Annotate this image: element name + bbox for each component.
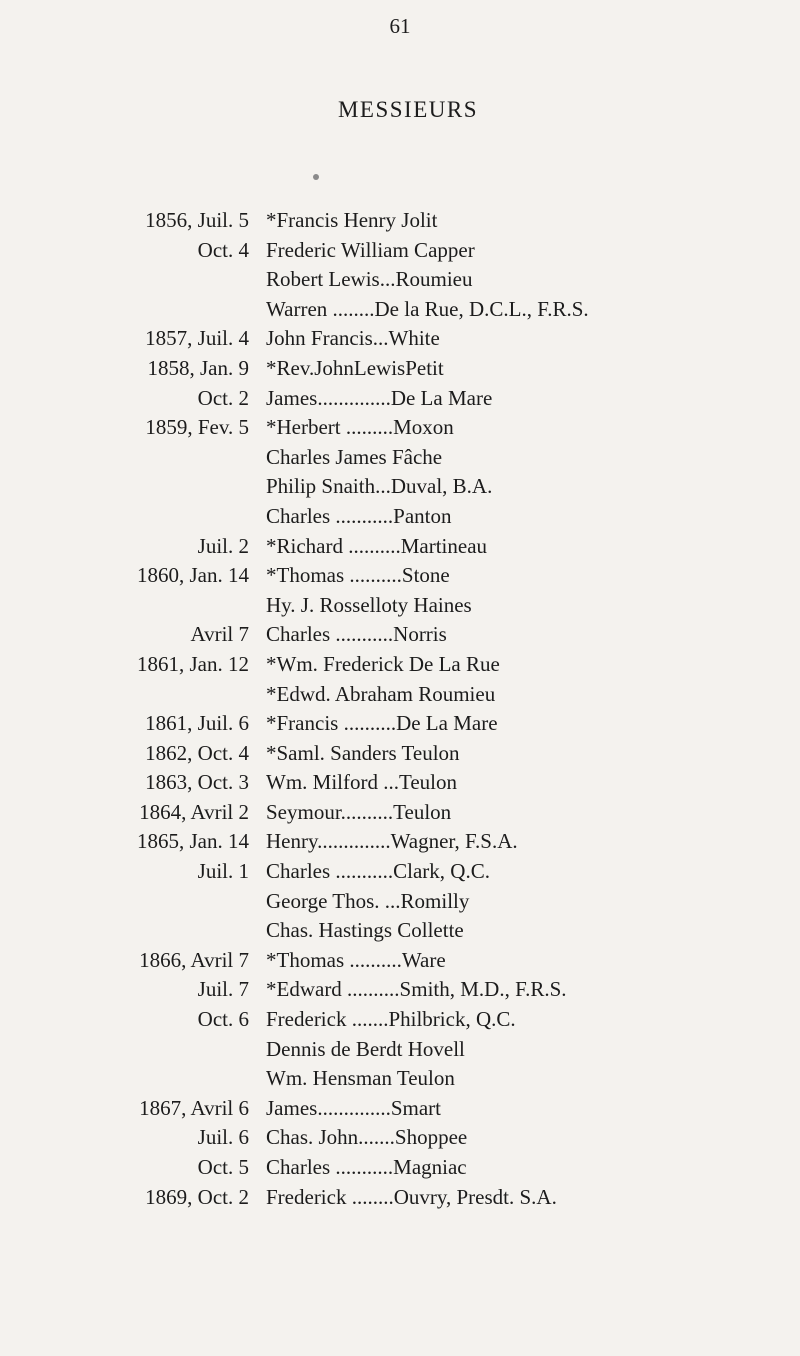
entry-date: 1856, Juil. 5 [145, 208, 249, 232]
entry-date: 1861, Jan. 12 [137, 651, 249, 676]
entry-date: 1869, Oct. 2 [145, 1184, 249, 1209]
entry-name: Wm. Hensman Teulon [266, 1066, 455, 1091]
list-item [0, 1064, 800, 1094]
list-item [0, 798, 800, 828]
entry-name: Chas. Hastings Collette [266, 918, 464, 943]
list-item [0, 1183, 800, 1213]
entry-date: 1860, Jan. 14 [137, 563, 249, 588]
list-item [0, 236, 800, 266]
entry-name: Frederick ........Ouvry, Presdt. S.A. [266, 1184, 557, 1209]
entry-date: 1863, Oct. 3 [145, 770, 249, 795]
entry-name: *Francis Henry Jolit [266, 208, 438, 232]
list-item [0, 354, 800, 384]
list-item [0, 443, 800, 473]
entry-date: Oct. 4 [197, 237, 249, 262]
list-item [0, 413, 800, 443]
entry-name: Charles ...........Clark, Q.C. [266, 859, 490, 884]
entry-name: Charles ...........Norris [266, 622, 447, 647]
entry-name: Frederic William Capper [266, 237, 475, 262]
list-item [0, 975, 800, 1005]
entry-name: Seymour..........Teulon [266, 799, 452, 824]
list-item [0, 916, 800, 946]
entry-date: 1858, Jan. 9 [147, 355, 249, 380]
list-item [0, 472, 800, 502]
entry-name: Charles James Fâche [266, 444, 443, 469]
entry-name: Dennis de Berdt Hovell [266, 1036, 465, 1061]
list-item [0, 561, 800, 591]
entry-name: George Thos. ...Romilly [266, 888, 470, 913]
list-item [0, 620, 800, 650]
list-item [0, 827, 800, 857]
list-item [0, 946, 800, 976]
list-item [0, 709, 800, 739]
entry-name: Frederick .......Philbrick, Q.C. [266, 1007, 516, 1032]
entry-date: 1857, Juil. 4 [145, 326, 249, 351]
page-heading: MESSIEURS [337, 97, 479, 122]
entry-name: *Herbert .........Moxon [266, 415, 454, 440]
entry-date: Avril 7 [190, 622, 249, 647]
list-item [0, 265, 800, 295]
entry-date: Juil. 6 [197, 1125, 249, 1150]
entry-name: James..............Smart [266, 1095, 441, 1120]
entry-date: 1866, Avril 7 [139, 947, 249, 972]
page-number: 61 [389, 14, 411, 38]
list-item [0, 384, 800, 414]
entry-name: *Thomas ..........Stone [266, 563, 450, 588]
entry-name: John Francis...White [266, 326, 440, 351]
entry-name: Charles ...........Panton [266, 503, 452, 528]
list-item [0, 768, 800, 798]
entry-name: *Richard ..........Martineau [266, 533, 488, 558]
list-item [0, 324, 800, 354]
entry-name: Warren ........De la Rue, D.C.L., F.R.S. [266, 296, 589, 321]
entry-date: Oct. 2 [197, 385, 249, 410]
entry-name: James..............De La Mare [266, 385, 493, 410]
printer-mark [313, 174, 319, 180]
list-item [0, 591, 800, 621]
entry-date: Juil. 1 [197, 859, 249, 884]
entry-date: Oct. 5 [197, 1155, 249, 1179]
list-item [0, 1123, 800, 1153]
list-item [0, 1094, 800, 1124]
list-item [0, 1035, 800, 1065]
list-item [0, 206, 800, 236]
entry-date: 1861, Juil. 6 [145, 711, 249, 736]
entry-name: *Rev.JohnLewisPetit [266, 355, 444, 380]
entry-name: Henry..............Wagner, F.S.A. [266, 829, 518, 854]
entry-date: 1865, Jan. 14 [137, 829, 249, 854]
list-item [0, 532, 800, 562]
list-item [0, 857, 800, 887]
entry-name: Philip Snaith...Duval, B.A. [266, 474, 493, 499]
entry-date: Juil. 7 [197, 977, 249, 1002]
entry-name: *Wm. Frederick De La Rue [266, 651, 500, 676]
entry-name: *Francis ..........De La Mare [266, 711, 498, 736]
entry-date: 1867, Avril 6 [139, 1095, 249, 1120]
entry-name: *Edwd. Abraham Roumieu [266, 681, 496, 706]
entry-name: *Edward ..........Smith, M.D., F.R.S. [266, 977, 567, 1002]
entry-date: 1862, Oct. 4 [145, 740, 249, 765]
entry-date: 1864, Avril 2 [139, 799, 249, 824]
list-item [0, 680, 800, 710]
membership-list [0, 206, 800, 1212]
list-item [0, 1153, 800, 1183]
entry-name: Robert Lewis...Roumieu [266, 267, 473, 292]
entry-name: Hy. J. Rosselloty Haines [266, 592, 472, 617]
entry-name: Charles ...........Magniac [266, 1155, 467, 1179]
entry-date: 1859, Fev. 5 [145, 415, 249, 440]
entry-name: *Saml. Sanders Teulon [266, 740, 460, 765]
entry-name: Wm. Milford ...Teulon [266, 770, 457, 795]
list-item [0, 650, 800, 680]
list-item [0, 295, 800, 325]
entry-name: *Thomas ..........Ware [266, 947, 446, 972]
list-item [0, 739, 800, 769]
list-item [0, 1005, 800, 1035]
entry-date: Oct. 6 [197, 1007, 249, 1032]
entry-name: Chas. John.......Shoppee [266, 1125, 468, 1150]
entry-date: Juil. 2 [197, 533, 249, 558]
list-item [0, 502, 800, 532]
list-item [0, 887, 800, 917]
